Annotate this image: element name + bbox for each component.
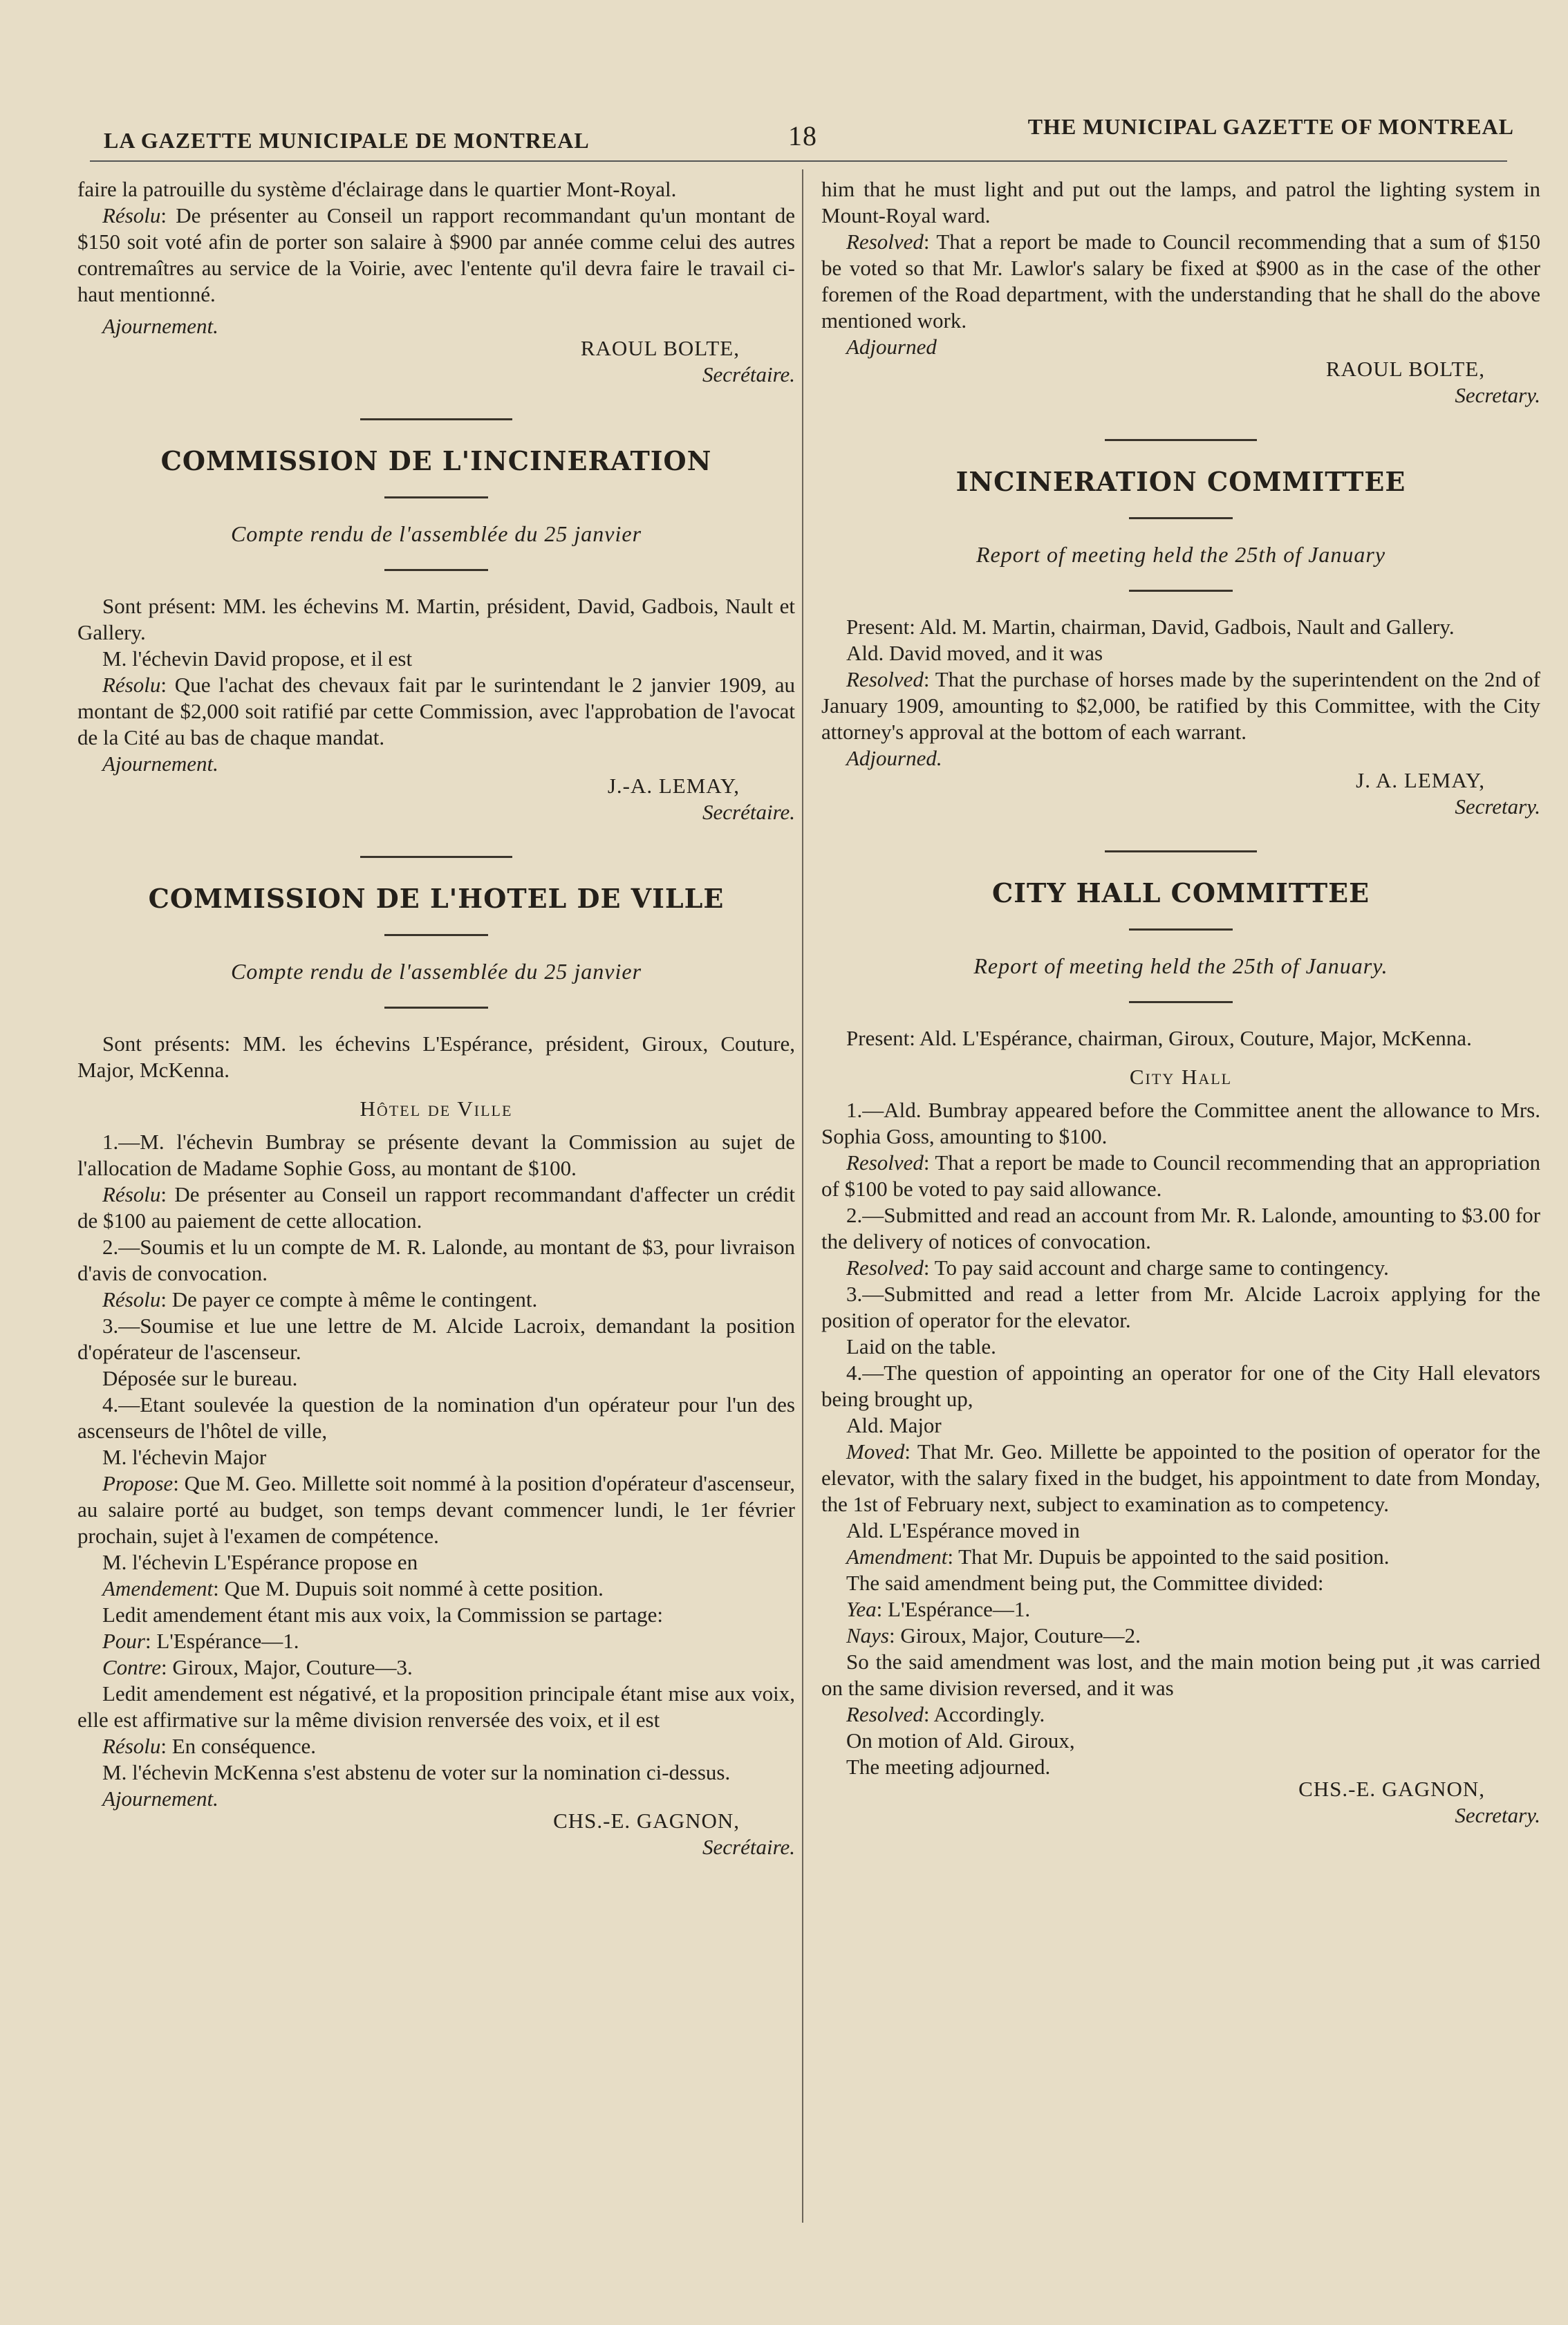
resolution-text: : That a report be made to Council recommending that a sum of $150 be voted so that Mr. Lawlor's salary be fixed at $900 as in the case of the other foremen of the Road department, with the understanding that he shall do the above mentioned work.	[821, 230, 1540, 333]
vote-paragraph: The said amendment being put, the Committee divided:	[846, 1571, 1324, 1595]
adjournment: Ajournement.	[102, 314, 218, 338]
adjournment: Ajournement.	[102, 1786, 218, 1811]
signature-name: CHS.-E. GAGNON,	[1298, 1777, 1485, 1801]
signature-name: RAOUL BOLTE,	[580, 336, 740, 360]
resolution-paragraph: Resolved: Accordingly.	[846, 1702, 1045, 1726]
resolution-paragraph: Resolved: That a report be made to Council recommending that an appropriation of $100 be voted to pay said allowance.	[821, 1150, 1540, 1201]
header-french-title: LA GAZETTE MUNICIPALE DE MONTREAL	[104, 128, 590, 153]
resolution-paragraph	[77, 203, 795, 308]
signature-block	[821, 1776, 1540, 1829]
resolution-text: : De présenter au Conseil un rapport recommandant qu'un montant de $150 soit voté afin de porter son salaire à $900 par année comme celui des autres contremaîtres au service de la Voirie, avec l'entente qu'il devra faire le travail ci-haut mentionné.	[77, 203, 795, 306]
signature-block	[77, 1808, 795, 1860]
signature-role: Secrétaire.	[702, 800, 795, 824]
section-title: CITY HALL COMMITTEE	[991, 877, 1370, 908]
disposition: Déposée sur le bureau.	[102, 1366, 298, 1390]
signature-name: J. A. LEMAY,	[1356, 768, 1485, 792]
section-rule	[1105, 850, 1257, 852]
resolution-label: Resolved	[846, 230, 924, 254]
vote-for: Pour: L'Espérance—1.	[102, 1629, 299, 1653]
attendance-paragraph: Present: Ald. L'Espérance, chairman, Giroux, Couture, Major, McKenna.	[846, 1026, 1472, 1050]
page-number: 18	[788, 120, 817, 151]
mover: Ald. Major	[846, 1413, 942, 1437]
proposal-paragraph: Moved: That Mr. Geo. Millette be appointed to the position of operator for the elevator, with the salary fixed in the budget, his appointment to date from Monday, the 1st of February next, subject to examination as to competency.	[821, 1439, 1540, 1516]
header-rule	[90, 160, 1507, 162]
section-rule	[360, 418, 512, 420]
adjournment: Ajournement.	[102, 751, 218, 776]
agenda-item: 3.—Submitted and read a letter from Mr. Alcide Lacroix applying for the position of operator for the elevator.	[821, 1282, 1540, 1332]
proposal-paragraph: Propose: Que M. Geo. Millette soit nommé à la position d'opérateur d'ascenseur, au salaire porté au budget, son temps devant commencer lundi, le 1er février prochain, sujet à l'examen de compétence.	[77, 1471, 795, 1548]
agenda-item: 1.—M. l'échevin Bumbray se présente devant la Commission au sujet de l'allocation de Madame Sophie Goss, au montant de $100.	[77, 1130, 795, 1180]
signature-role: Secretary.	[1455, 383, 1540, 407]
signature-block	[77, 773, 795, 825]
vote-against: Nays: Giroux, Major, Couture—2.	[846, 1623, 1141, 1647]
resolution-paragraph: Résolu: En conséquence.	[102, 1734, 317, 1758]
continued-paragraph: him that he must light and put out the lamps, and patrol the lighting system in Mount-Royal ward.	[821, 177, 1540, 227]
adjournment: The meeting adjourned.	[846, 1755, 1051, 1779]
resolution-label: Résolu	[102, 203, 161, 227]
signature-role: Secrétaire.	[702, 362, 795, 386]
motion-paragraph: Ald. David moved, and it was	[846, 641, 1103, 665]
attendance-paragraph: Present: Ald. M. Martin, chairman, David, Gadbois, Nault and Gallery.	[846, 615, 1455, 639]
attendance-paragraph: Sont présent: MM. les échevins M. Martin, président, David, Gadbois, Nault et Gallery.	[77, 594, 795, 644]
section-rule	[1105, 439, 1257, 441]
signature-block	[821, 767, 1540, 820]
resolution-paragraph: Résolu: De payer ce compte à même le contingent.	[102, 1287, 538, 1311]
mover: M. l'échevin L'Espérance propose en	[102, 1550, 418, 1574]
subsection-heading: City Hall	[1129, 1065, 1233, 1089]
signature-name: J.-A. LEMAY,	[607, 774, 740, 798]
section-subtitle: Report of meeting held the 25th of January	[976, 542, 1386, 567]
signature-name: CHS.-E. GAGNON,	[553, 1809, 740, 1833]
subsection-heading: Hôtel de Ville	[360, 1096, 513, 1121]
agenda-item: 4.—The question of appointing an operator for one of the City Hall elevators being brought up,	[821, 1361, 1540, 1411]
section-rule	[360, 856, 512, 858]
section-title: INCINERATION COMMITTEE	[955, 466, 1406, 497]
signature-role: Secretary.	[1455, 794, 1540, 819]
motion-paragraph: On motion of Ald. Giroux,	[846, 1728, 1075, 1753]
section-subtitle: Compte rendu de l'assemblée du 25 janvier	[230, 959, 642, 984]
continued-paragraph: faire la patrouille du système d'éclairage dans le quartier Mont-Royal.	[77, 177, 677, 201]
amendment-paragraph: Amendment: That Mr. Dupuis be appointed to the said position.	[846, 1544, 1390, 1569]
subtitle-rule	[1129, 1001, 1233, 1003]
section-title: COMMISSION DE L'INCINERATION	[160, 445, 712, 476]
resolution-paragraph: Resolved: To pay said account and charge same to contingency.	[846, 1255, 1389, 1280]
vote-for: Yea: L'Espérance—1.	[846, 1597, 1031, 1621]
signature-role: Secretary.	[1455, 1803, 1540, 1827]
attendance-paragraph: Sont présents: MM. les échevins L'Espérance, président, Giroux, Couture, Major, McKenna.	[77, 1031, 795, 1082]
section-title: COMMISSION DE L'HOTEL DE VILLE	[148, 883, 725, 914]
mover: M. l'échevin Major	[102, 1445, 267, 1469]
title-rule	[384, 934, 488, 936]
title-rule	[1129, 928, 1233, 931]
vote-result: So the said amendment was lost, and the main motion being put ,it was carried on the same division reversed, and it was	[821, 1650, 1540, 1700]
subtitle-rule	[384, 569, 488, 571]
resolution-paragraph	[821, 229, 1540, 334]
section-subtitle: Report of meeting held the 25th of January.	[973, 953, 1388, 978]
signature-block	[77, 335, 795, 388]
abstention-note: M. l'échevin McKenna s'est abstenu de voter sur la nomination ci-dessus.	[102, 1760, 731, 1784]
signature-name: RAOUL BOLTE,	[1325, 357, 1485, 381]
vote-against: Contre: Giroux, Major, Couture—3.	[102, 1655, 413, 1679]
vote-paragraph: Ledit amendement étant mis aux voix, la Commission se partage:	[102, 1603, 663, 1627]
agenda-item: 2.—Soumis et lu un compte de M. R. Lalonde, au montant de $3, pour livraison d'avis de convocation.	[77, 1235, 795, 1285]
signature-block	[821, 356, 1540, 409]
agenda-item: 1.—Ald. Bumbray appeared before the Committee anent the allowance to Mrs. Sophia Goss, amounting to $100.	[821, 1098, 1540, 1148]
agenda-item: 2.—Submitted and read an account from Mr. R. Lalonde, amounting to $3.00 for the delivery of notices of convocation.	[821, 1203, 1540, 1253]
page-header	[97, 114, 1514, 162]
disposition: Laid on the table.	[846, 1334, 996, 1358]
resolution-paragraph: Resolved: That the purchase of horses made by the superintendent on the 2nd of January 1909, amounting to $2,000, be ratified by this Committee, with the City attorney's approval at the bottom of each warrant.	[821, 667, 1540, 744]
french-column	[77, 176, 795, 1860]
subtitle-rule	[1129, 590, 1233, 592]
header-english-title: THE MUNICIPAL GAZETTE OF MONTREAL	[1027, 114, 1514, 139]
vote-result: Ledit amendement est négativé, et la proposition principale étant mise aux voix, elle est affirmative sur la même division renversée des voix, et il est	[77, 1681, 795, 1732]
resolution-paragraph: Résolu: De présenter au Conseil un rapport recommandant d'affecter un crédit de $100 au paiement de cette allocation.	[77, 1182, 795, 1233]
motion-paragraph: M. l'échevin David propose, et il est	[102, 646, 413, 671]
title-rule	[1129, 517, 1233, 519]
agenda-item: 3.—Soumise et lue une lettre de M. Alcide Lacroix, demandant la position d'opérateur de l'ascenseur.	[77, 1314, 795, 1364]
adjournment: Adjourned	[846, 335, 937, 359]
section-subtitle: Compte rendu de l'assemblée du 25 janvier	[230, 521, 642, 546]
english-column	[821, 176, 1540, 1829]
agenda-item: 4.—Etant soulevée la question de la nomination d'un opérateur pour l'un des ascenseurs de l'hôtel de ville,	[77, 1392, 795, 1443]
mover: Ald. L'Espérance moved in	[846, 1518, 1080, 1542]
column-divider	[802, 169, 803, 2223]
signature-role: Secrétaire.	[702, 1835, 795, 1859]
amendment-paragraph: Amendement: Que M. Dupuis soit nommé à cette position.	[102, 1576, 604, 1600]
subtitle-rule	[384, 1007, 488, 1009]
title-rule	[384, 496, 488, 498]
adjournment: Adjourned.	[846, 746, 942, 770]
resolution-paragraph: Résolu: Que l'achat des chevaux fait par le surintendant le 2 janvier 1909, au montant de $2,000 soit ratifié par cette Commission, avec l'approbation de l'avocat de la Cité au bas de chaque mandat.	[77, 673, 795, 749]
